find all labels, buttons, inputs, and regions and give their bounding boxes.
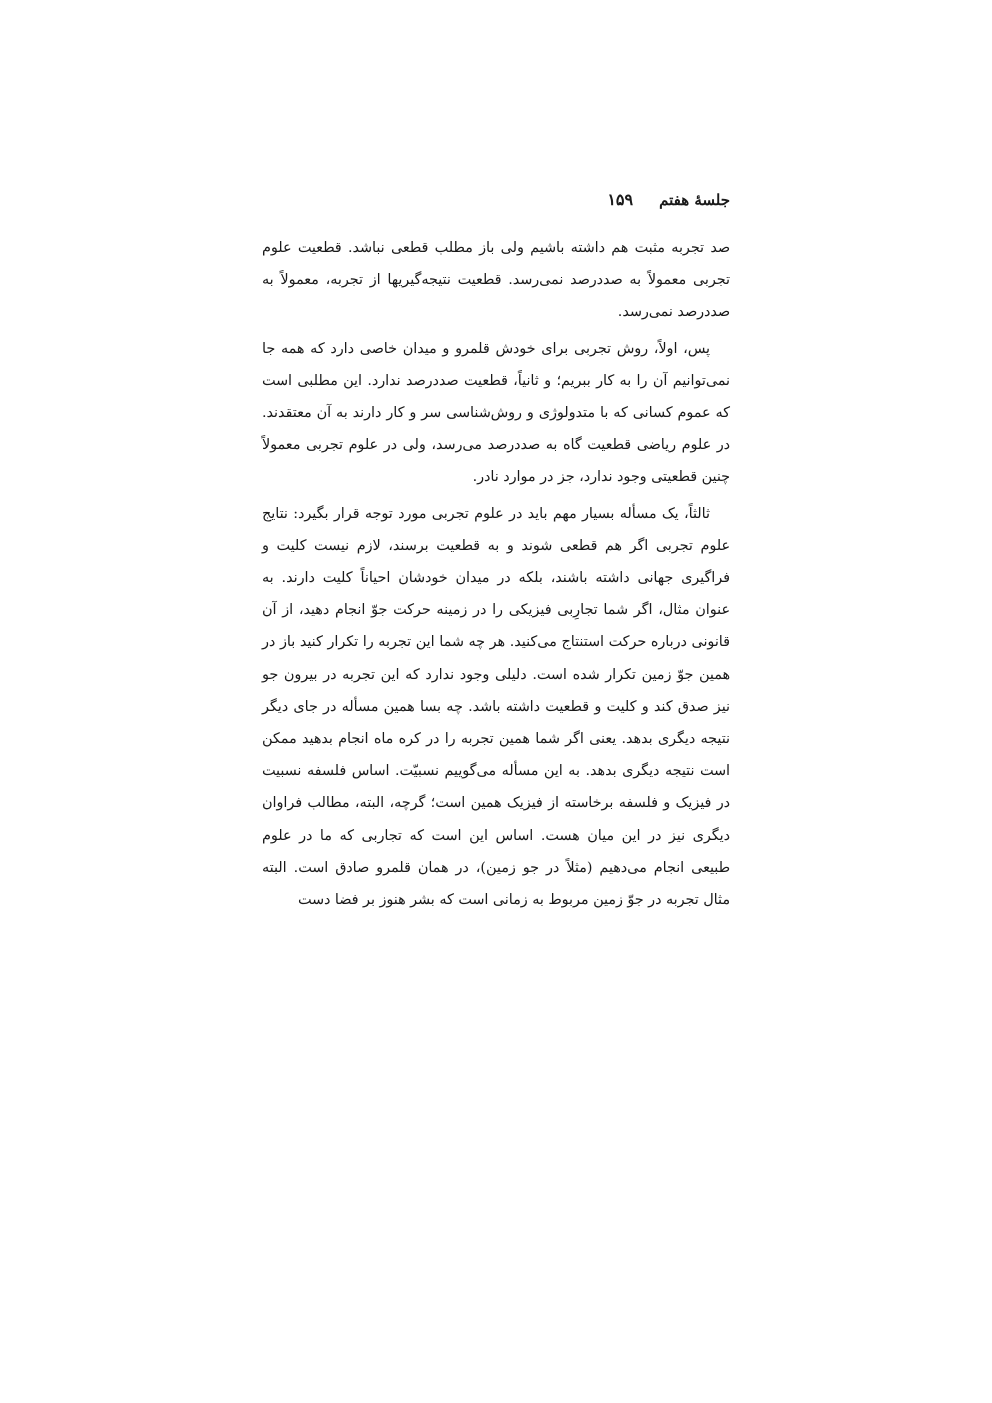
paragraph-1: صد تجربه مثبت هم داشته باشیم ولی باز مطلب قطعی نباشد. قطعیت علوم تجربی معمولاً به صددرصد نمی‌رسد. قطعیت نتیجه‌گیریها از تجربه، معمولاً به صددرصد نمی‌رسد. bbox=[262, 240, 730, 321]
paragraph-2: پس، اولاً، روش تجربی برای خودش قلمرو و میدان خاصی دارد که همه جا نمی‌توانیم آن را به کار ببریم؛ و ثانیاً، قطعیت صددرصد ندارد. این مطلبی است که عموم کسانی که با متدولوژی و روش‌شناسی سر و کار دارند به آن معتقدند. در علوم ریاضی قطعیت گاه به صددرصد می‌رسد، ولی در علوم تجربی معمولاً چنین قطعیتی وجود ندارد، جز در موارد نادر. bbox=[262, 340, 730, 486]
chapter-title: جلسهٔ هفتم bbox=[659, 191, 730, 209]
page-header bbox=[262, 190, 730, 220]
page-number: ۱۵۹ bbox=[607, 190, 634, 209]
body-text bbox=[262, 232, 730, 916]
paragraph-3: ثالثاً، یک مسأله بسیار مهم باید در علوم تجربی مورد توجه قرار بگیرد: نتایج علوم تجربی اگر هم قطعی شوند و به قطعیت برسند، لازم نیست کلیت و فراگیری جهانی داشته باشند، بلکه در میدان خودشان احیاناً کلیت دارند. به عنوان مثال، اگر شما تجارِبی فیزیکی را در زمینه حرکت جوّ انجام دهید، از آن قانونی درباره حرکت استنتاج می‌کنید. هر چه شما این تجربه را تکرار کنید باز در همین جوّ زمین تکرار شده است. دلیلی وجود ندارد که این تجربه در بیرون جو نیز صدق کند و کلیت و قطعیت داشته باشد. چه بسا همین مسأله در جای دیگر نتیجه دیگری بدهد. یعنی اگر شما همین تجربه را در کره ماه انجام بدهید ممکن است نتیجه دیگری بدهد. به این مسأله می‌گوییم نسبیّت. اساس فلسفه نسبیت در فیزیک و فلسفه برخاسته از فیزیک همین است؛ گرچه، البته، مطالب فراوان دیگری نیز در این میان هست. اساس این است که تجاربی که ما در علوم طبیعی انجام می‌دهیم (مثلاً در جو زمین)، در همان قلمرو صادق است. البته مثال تجربه در جوّ زمین مربوط به زمانی است که بشر هنوز بر فضا دست bbox=[262, 505, 730, 909]
